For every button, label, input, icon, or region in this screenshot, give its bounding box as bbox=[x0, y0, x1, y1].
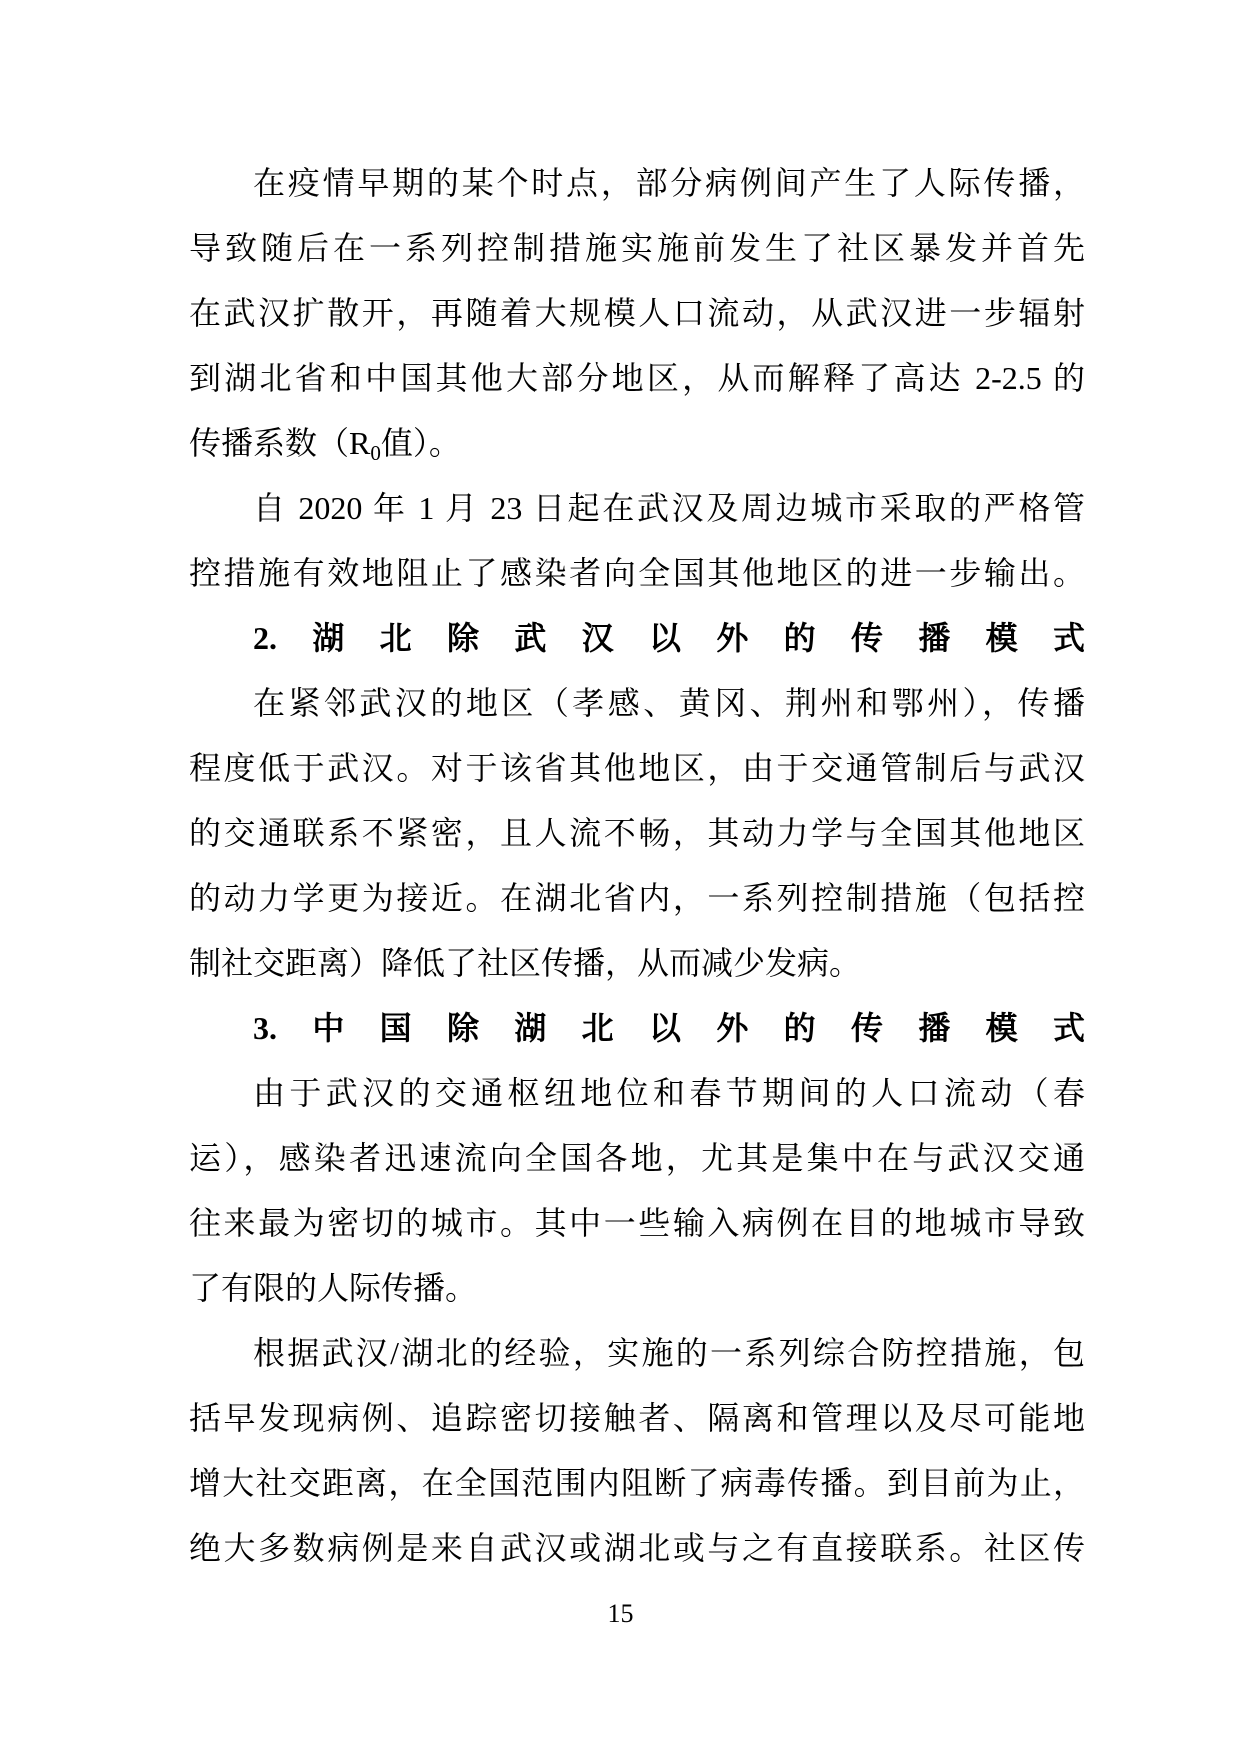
section-2-heading: 2.湖北除武汉以外的传播模式 bbox=[253, 620, 1085, 656]
text-line: 的动力学更为接近。在湖北省内，一系列控制措施（包括控 bbox=[189, 880, 1085, 916]
r0-subscript: 0 bbox=[370, 441, 381, 465]
text-line: 在疫情早期的某个时点，部分病例间产生了人际传播， bbox=[253, 165, 1085, 201]
text-line: 根据武汉/湖北的经验，实施的一系列综合防控措施，包 bbox=[253, 1335, 1085, 1371]
section-3-heading: 3.中国除湖北以外的传播模式 bbox=[253, 1010, 1085, 1046]
text-line-r0 bbox=[189, 411, 1085, 476]
text-line: 绝大多数病例是来自武汉或湖北或与之有直接联系。社区传 bbox=[189, 1530, 1085, 1566]
text-line: 控措施有效地阻止了感染者向全国其他地区的进一步输出。 bbox=[189, 555, 1085, 591]
text-line: 自 2020 年 1 月 23 日起在武汉及周边城市采取的严格管 bbox=[253, 490, 1085, 526]
text-line: 运），感染者迅速流向全国各地，尤其是集中在与武汉交通 bbox=[189, 1140, 1085, 1176]
text-line: 的交通联系不紧密，且人流不畅，其动力学与全国其他地区 bbox=[189, 815, 1085, 851]
text-line: 在紧邻武汉的地区（孝感、黄冈、荆州和鄂州），传播 bbox=[253, 685, 1085, 721]
text-line: 增大社交距离，在全国范围内阻断了病毒传播。到目前为止， bbox=[189, 1465, 1085, 1501]
text-line: 了有限的人际传播。 bbox=[189, 1270, 478, 1306]
text-line: 导致随后在一系列控制措施实施前发生了社区暴发并首先 bbox=[189, 230, 1085, 266]
page-number: 15 bbox=[607, 1599, 634, 1628]
text-line: 由于武汉的交通枢纽地位和春节期间的人口流动（春 bbox=[253, 1075, 1085, 1111]
text-line: 制社交距离）降低了社区传播，从而减少发病。 bbox=[189, 945, 862, 981]
text-line: 往来最为密切的城市。其中一些输入病例在目的地城市导致 bbox=[189, 1205, 1085, 1241]
text-line: 程度低于武汉。对于该省其他地区，由于交通管制后与武汉 bbox=[189, 750, 1085, 786]
body-text bbox=[189, 151, 1085, 1581]
text-line: 到湖北省和中国其他大部分地区，从而解释了高达 2-2.5 的 bbox=[189, 360, 1085, 396]
text-line: 括早发现病例、追踪密切接触者、隔离和管理以及尽可能地 bbox=[189, 1400, 1085, 1436]
r0-prefix: 传播系数（R bbox=[189, 425, 371, 461]
text-line: 在武汉扩散开，再随着大规模人口流动，从武汉进一步辐射 bbox=[189, 295, 1085, 331]
r0-suffix: 值）。 bbox=[380, 425, 461, 461]
